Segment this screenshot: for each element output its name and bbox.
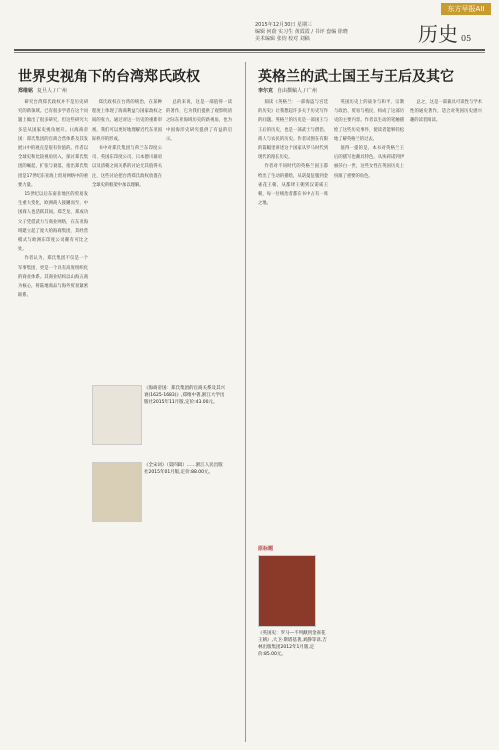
right-author: 李尔克 xyxy=(258,88,274,94)
column-divider xyxy=(245,62,246,742)
paragraph: 书中对郑氏集团与荷兰东印度公司、英国东印度公司、日本德川幕府以及清朝之间关系的讨论尤其值得关注，这些讨论把台湾郑氏政权放置在全球史的框架中加以理解。 xyxy=(92,146,162,188)
paragraph: 郑氏政权在台湾的统治，在某种程度上体现了海商利益与国家政权之间的张力。通过对这一历史的重新审视，我们可以更好地理解近代东亚国际秩序的形成。 xyxy=(92,100,162,142)
date-line: 2015年12月30日 星期三 xyxy=(255,22,313,28)
staff-line: 编辑 何蔚 实习生 黄霞霞 / 书评 套编 徐晓 xyxy=(255,29,348,35)
right-article-title: 英格兰的武士国王与王后及其它 xyxy=(258,69,454,85)
section-title xyxy=(418,18,471,47)
paragraph: 总的来说，这是一部值得一读的著作，它为我们提供了观察明清之际东亚海域历史的新视角，也为中国海洋史研究提供了有益的启示。 xyxy=(166,100,232,142)
left-column-1 xyxy=(18,98,88,738)
masthead-meta xyxy=(255,22,435,43)
paragraph: 作者对不同时代的英格兰国王都给出了生动的描绘，从诺曼征服到金雀花王朝，从都铎王朝到汉诺威王朝，每一位统治者都在书中占有一席之地。 xyxy=(258,164,328,207)
left-column-3 xyxy=(166,98,232,738)
paper-badge: 东方早报AII xyxy=(441,3,491,15)
header-rule-thin xyxy=(14,52,485,53)
left-author: 郑维铭 xyxy=(18,88,34,94)
left-article-byline xyxy=(18,87,67,94)
paragraph: 15世纪以后东南亚地区的贸易发生重大变化，欧洲商人接踵而至，中国商人也活跃其间。郑芝龙、郑成功父子凭借武力与商业网络，在东亚海域建立起了庞大的海商集团，其经营模式与欧洲东印度公司颇有可比之处。 xyxy=(18,192,88,253)
caption-label: 原标题 xyxy=(258,546,274,552)
book-cover-image xyxy=(92,385,142,445)
paragraph: 值得一提的是，本书对英格兰王后的描写也颇具特色。从埃莉诺到伊丽莎白一世，这些女性在英国历史上扮演了重要的角色。 xyxy=(334,146,404,179)
paragraph: 作者认为，郑氏集团不仅是一个军事集团，更是一个具有高度组织化的商业体系。其商业结构以山海五商为核心，将陆地商品与海外贸易紧密联系。 xyxy=(18,256,88,299)
paragraph: 英国历史上的战争与和平、宗教与政治、贸易与殖民，构成了这部历史的主要内容。作者以生动的笔触描绘了这些历史事件，使读者能够轻松地了解英格兰的过去。 xyxy=(334,100,404,142)
left-author-org: 复旦人 / 广州 xyxy=(37,88,67,94)
book-cover-image xyxy=(258,555,316,627)
header-rule xyxy=(14,49,485,51)
left-article-title: 世界史视角下的台湾郑氏政权 xyxy=(18,69,200,85)
book-caption: 《海商帝国：郑氏集团的官商关系及其兴衰(1625-1683)》,郑维中著,浙江大学出版社2015年11月版,定价:43.00元。 xyxy=(144,386,225,405)
design-line: 美术编辑 张钧 校对 刘稿 xyxy=(255,36,310,42)
book-cover-image xyxy=(92,462,142,522)
right-author-org: 自由撰稿人 / 广州 xyxy=(277,88,317,94)
right-column-2 xyxy=(334,98,404,738)
section-number: 05 xyxy=(461,34,472,43)
right-column-3 xyxy=(410,98,482,738)
right-article-byline xyxy=(258,87,317,94)
paragraph: 总之，这是一部兼具可读性与学术性的通史著作，适合对英国历史感兴趣的读者阅读。 xyxy=(410,100,482,124)
book-caption: 《英国史：罗马—不列颠到金雀花王朝》,大卫·斯塔基著,刘静等译,吉林出版集团2012年1月版,定价:85.00元。 xyxy=(258,631,327,657)
paragraph: 研究台湾郑氏政权并不是历史研究的新领域。已有很多学者在这个问题上做出了很多研究，但这些研究大多是从国家史视角展开。(《海商帝国：郑氏集团的官商合营体系及其发展》)中的观点是很有价值的。作者以全球史和比较视角切入，探讨郑氏集团的崛起、扩张与衰落，指出郑氏集团是17世纪东亚海上贸易网络中的重要力量。 xyxy=(18,100,88,188)
section-name: 历史 xyxy=(418,22,458,46)
paragraph: 阅读《英格兰：一部海盗与宫廷的历史》让我想起许多关于历史写作的问题。英格兰的历史是一部国王与王后的历史，也是一部武士与僧侣、商人与农民的历史。作者试图在有限的篇幅里讲述这个国家从罗马时代到现代的漫长历史。 xyxy=(258,100,328,161)
book-caption: 《全宋词》（第四辑）……浙江人民出版社2015年01月版,定价:88.00元。 xyxy=(144,463,223,475)
